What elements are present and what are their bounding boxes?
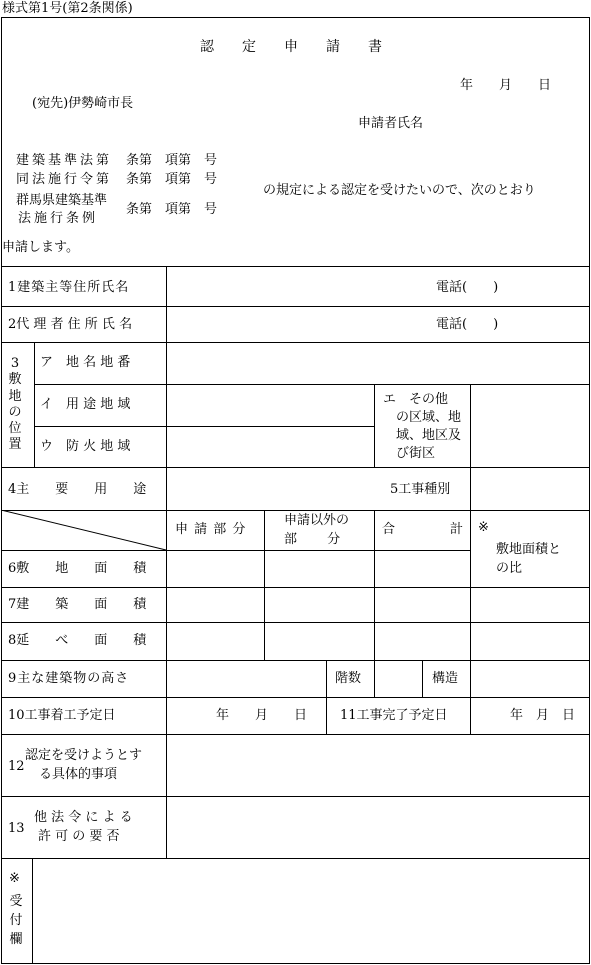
header-diagonal [1,510,167,551]
row5-label: 5工事種別 [390,482,451,497]
row13-label-b: 許 可 の 要 否 [38,829,120,844]
addressee: (宛先)伊勢崎市長 [32,96,134,111]
col-total-header-a: 合 [382,522,396,537]
row3-c-label: ウ 防 火 地 域 [40,439,131,454]
legal-row3-prefix-b: 法施行条例 [18,211,99,226]
col-other-header-a: 申請以外の [284,513,350,528]
row7-label: 7建 築 面 積 [8,597,147,612]
form-number-label: 様式第1号(第2条関係) [2,1,133,16]
form-title: 認 定 申 請 書 [200,39,382,55]
row10-date: 年 月 日 [216,708,308,723]
row1-phone: 電話( ) [436,280,499,295]
ratio-label-a: 敷地面積と [496,542,562,557]
row12-label-a: 認定を受けようとす [25,748,143,763]
row12-number: 12 [8,759,25,774]
row13-label-a: 他 法 令 に よ る [34,810,133,825]
closing-text: 申請します。 [2,240,79,255]
row3-e-line2: の区域、地 [396,410,462,425]
col-total-header-b: 計 [450,522,464,537]
legal-row1-article: 条第 項第 号 [126,153,218,168]
legal-row3-prefix-a: 群馬県建築基準 [16,193,108,208]
row3-a-label: ア 地 名 地 番 [40,355,131,370]
row9-structure-label: 構造 [432,671,459,686]
row8-label: 8延 べ 面 積 [8,633,147,648]
row1-label: 1建築主等住所氏名 [8,280,130,295]
ratio-mark: ※ [478,520,489,535]
row12-label-b: る具体的事項 [39,767,118,782]
row11-date: 年 月 日 [510,708,576,723]
row4-label: 4主 要 用 途 [8,482,147,497]
row2-label: 2代 理 者 住 所 氏 名 [8,317,133,332]
ratio-label-b: の比 [496,561,523,576]
row3-b-label: イ 用 途 地 域 [40,397,131,412]
date-line: 年 月 日 [460,78,552,93]
row9-floors-label: 階数 [335,671,362,686]
row6-label: 6敷 地 面 積 [8,561,147,576]
row10-label: 10工事着工予定日 [8,708,116,723]
legal-tail: の規定による認定を受けたいので、次のとおり [263,183,536,198]
col-other-header-b: 部 分 [284,532,341,547]
row9-label: 9主な建築物の高さ [8,671,130,686]
reception-label: 受付欄 [9,894,23,947]
legal-row1-prefix: 建築基準法第 [16,153,113,168]
row3-e-line3: 域、地区及 [396,428,462,443]
row3-e-line4: び街区 [396,446,436,461]
row2-phone: 電話( ) [436,317,499,332]
row3-e-line1: エ その他 [383,392,449,407]
row11-label: 11工事完了予定日 [340,708,448,723]
applicant-name-label: 申請者氏名 [358,116,424,131]
row13-number: 13 [8,821,25,836]
row3-label: 3敷地の位置 [8,356,22,453]
legal-row2-prefix: 同法施行令第 [16,172,113,187]
legal-row3-article: 条第 項第 号 [126,202,218,217]
reception-mark: ※ [9,871,20,886]
col-apply-header: 申 請 部 分 [175,522,247,537]
legal-row2-article: 条第 項第 号 [126,172,218,187]
